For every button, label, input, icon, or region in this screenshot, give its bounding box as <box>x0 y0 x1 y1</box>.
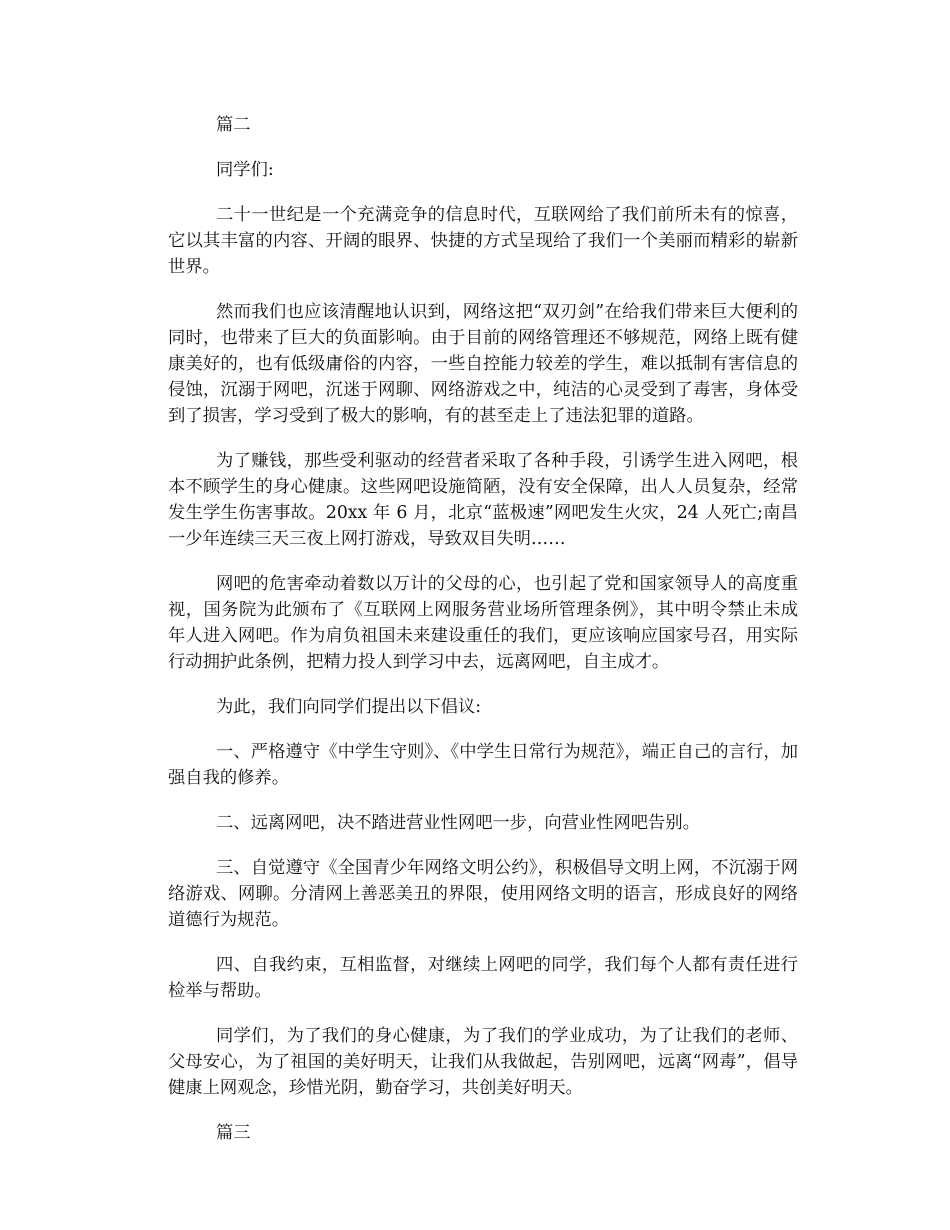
paragraph-closing: 同学们，为了我们的身心健康，为了我们的学业成功，为了让我们的老师、父母安心，为了祖国的美好明天，让我们从我做起，告别网吧，远离“网毒”，倡导健康上网观念，珍惜光阴，勤奋学习，共创美好明天。 <box>168 1026 798 1098</box>
paragraph-proposal-intro: 为此，我们向同学们提出以下倡议: <box>216 697 482 717</box>
proposal-item-3: 三、自觉遵守《全国青少年网络文明公约》，积极倡导文明上网，不沉溺于网络游戏、网聊。分清网上善恶美丑的界限，使用网络文明的语言，形成良好的网络道德行为规范。 <box>168 858 798 930</box>
salutation: 同学们: <box>216 160 274 180</box>
section-heading: 篇二 <box>216 115 251 135</box>
proposal-item-2: 二、远离网吧，决不踏进营业性网吧一步，向营业性网吧告别。 <box>216 813 700 833</box>
paragraph-regulation: 网吧的危害牵动着数以万计的父母的心，也引起了党和国家领导人的高度重视，国务院为此颁布了《互联网上网服务营业场所管理条例》，其中明令禁止未成年人进入网吧。作为肩负祖国未来建设重任的我们，更应该响应国家号召，用实际行动拥护此条例，把精力投人到学习中去，远离网吧，自主成才。 <box>168 574 798 672</box>
proposal-item-1: 一、严格遵守《中学生守则》、《中学生日常行为规范》，端正自己的言行，加强自我的修养。 <box>168 742 798 788</box>
paragraph-negative-impact: 然而我们也应该清醒地认识到，网络这把“双刃剑”在给我们带来巨大便利的同时，也带来了巨大的负面影响。由于目前的网络管理还不够规范，网络上既有健康美好的，也有低级庸俗的内容，一些自控能力较差的学生，难以抵制有害信息的侵蚀，沉溺于网吧，沉迷于网聊、网络游戏之中，纯洁的心灵受到了毒害，身体受到了损害，学习受到了极大的影响，有的甚至走上了违法犯罪的道路。 <box>168 302 798 426</box>
paragraph-intro: 二十一世纪是一个充满竞争的信息时代，互联网给了我们前所未有的惊喜，它以其丰富的内容、开阔的眼界、快捷的方式呈现给了我们一个美丽而精彩的崭新世界。 <box>168 205 798 277</box>
proposal-item-4: 四、自我约束，互相监督，对继续上网吧的同学，我们每个人都有责任进行检举与帮助。 <box>168 955 798 1001</box>
document-body <box>168 112 798 1165</box>
section-heading: 篇三 <box>216 1123 251 1143</box>
paragraph-operators: 为了赚钱，那些受利驱动的经营者采取了各种手段，引诱学生进入网吧，根本不顾学生的身心健康。这些网吧设施简陋，没有安全保障，出人人员复杂，经常发生学生伤害事故。20xx 年 6 月，北京“蓝极速”网吧发生火灾，24 人死亡;南昌一少年连续三天三夜上网打游戏，导致双目失明…… <box>168 451 798 549</box>
